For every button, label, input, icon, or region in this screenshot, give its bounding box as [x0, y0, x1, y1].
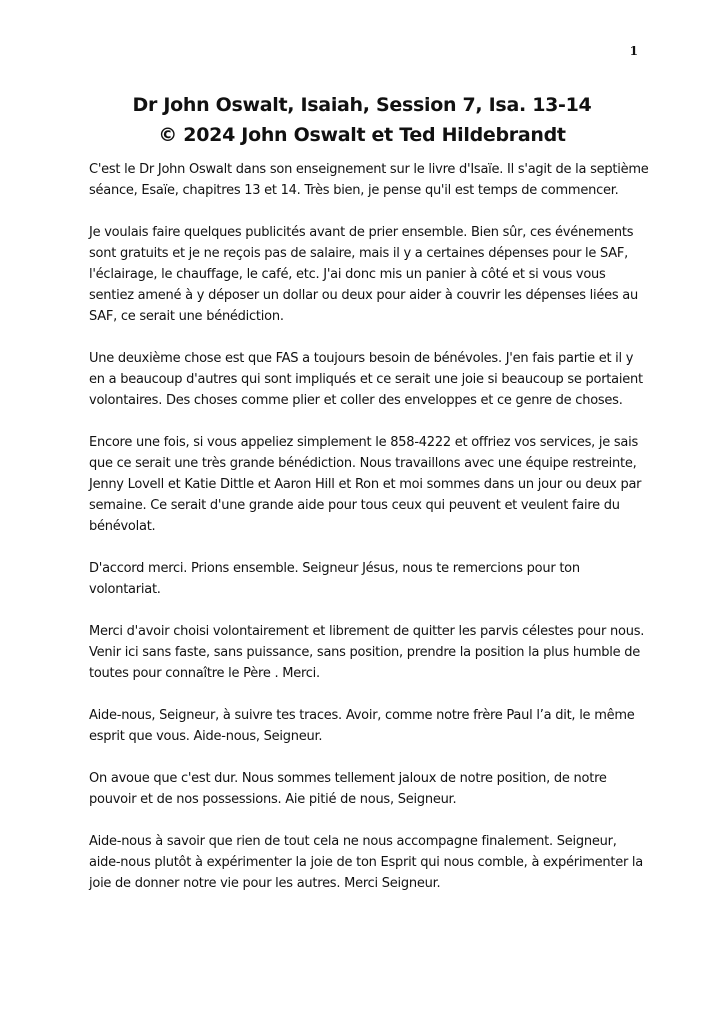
paragraph: C'est le Dr John Oswalt dans son enseignement sur le livre d'Isaïe. Il s'agit de la septième séance, Esaïe, chapitres 13 et 14. Très bien, je pense qu'il est temps de commencer. — [89, 162, 649, 198]
paragraph: Encore une fois, si vous appeliez simplement le 858-4222 et offriez vos services, je sais que ce serait une très grande bénédiction. Nous travaillons avec une équipe restreinte, Jenny Lovell et Katie Dittle et Aaron Hill et Ron et moi sommes dans un jour ou deux par semaine. Ce serait d'une grande aide pour tous ceux qui peuvent et veulent faire du bénévolat. — [89, 435, 642, 534]
title-line-2: © 2024 John Oswalt et Ted Hildebrandt — [158, 124, 566, 146]
document-title — [0, 90, 724, 150]
page-number: 1 — [629, 44, 638, 58]
paragraph: Je voulais faire quelques publicités avant de prier ensemble. Bien sûr, ces événements sont gratuits et je ne reçois pas de salaire, mais il y a certaines dépenses pour le SAF, l'éclairage, le chauffage, le café, etc. J'ai donc mis un panier à côté et si vous vous sentiez amené à y déposer un dollar ou deux pour aider à couvrir les dépenses liées au SAF, ce serait une bénédiction. — [89, 225, 638, 324]
paragraph: Aide-nous à savoir que rien de tout cela ne nous accompagne finalement. Seigneur, aide-nous plutôt à expérimenter la joie de ton Esprit qui nous comble, à expérimenter la joie de donner notre vie pour les autres. Merci Seigneur. — [89, 834, 644, 891]
paragraph: D'accord merci. Prions ensemble. Seigneur Jésus, nous te remercions pour ton volontariat. — [89, 561, 580, 597]
paragraph: Une deuxième chose est que FAS a toujours besoin de bénévoles. J'en fais partie et il y en a beaucoup d'autres qui sont impliqués et ce serait une joie si beaucoup se portaient volontaires. Des choses comme plier et coller des enveloppes et ce genre de choses. — [89, 351, 643, 408]
paragraph: Aide-nous, Seigneur, à suivre tes traces. Avoir, comme notre frère Paul l’a dit, le même esprit que vous. Aide-nous, Seigneur. — [89, 708, 635, 744]
document-body — [89, 159, 649, 915]
paragraph: On avoue que c'est dur. Nous sommes tellement jaloux de notre position, de notre pouvoir et de nos possessions. Aie pitié de nous, Seigneur. — [89, 771, 607, 807]
paragraph: Merci d'avoir choisi volontairement et librement de quitter les parvis célestes pour nous. Venir ici sans faste, sans puissance, sans position, prendre la position la plus humble de toutes pour connaître le Père . Merci. — [89, 624, 645, 681]
title-line-1: Dr John Oswalt, Isaiah, Session 7, Isa. 13-14 — [132, 94, 592, 116]
